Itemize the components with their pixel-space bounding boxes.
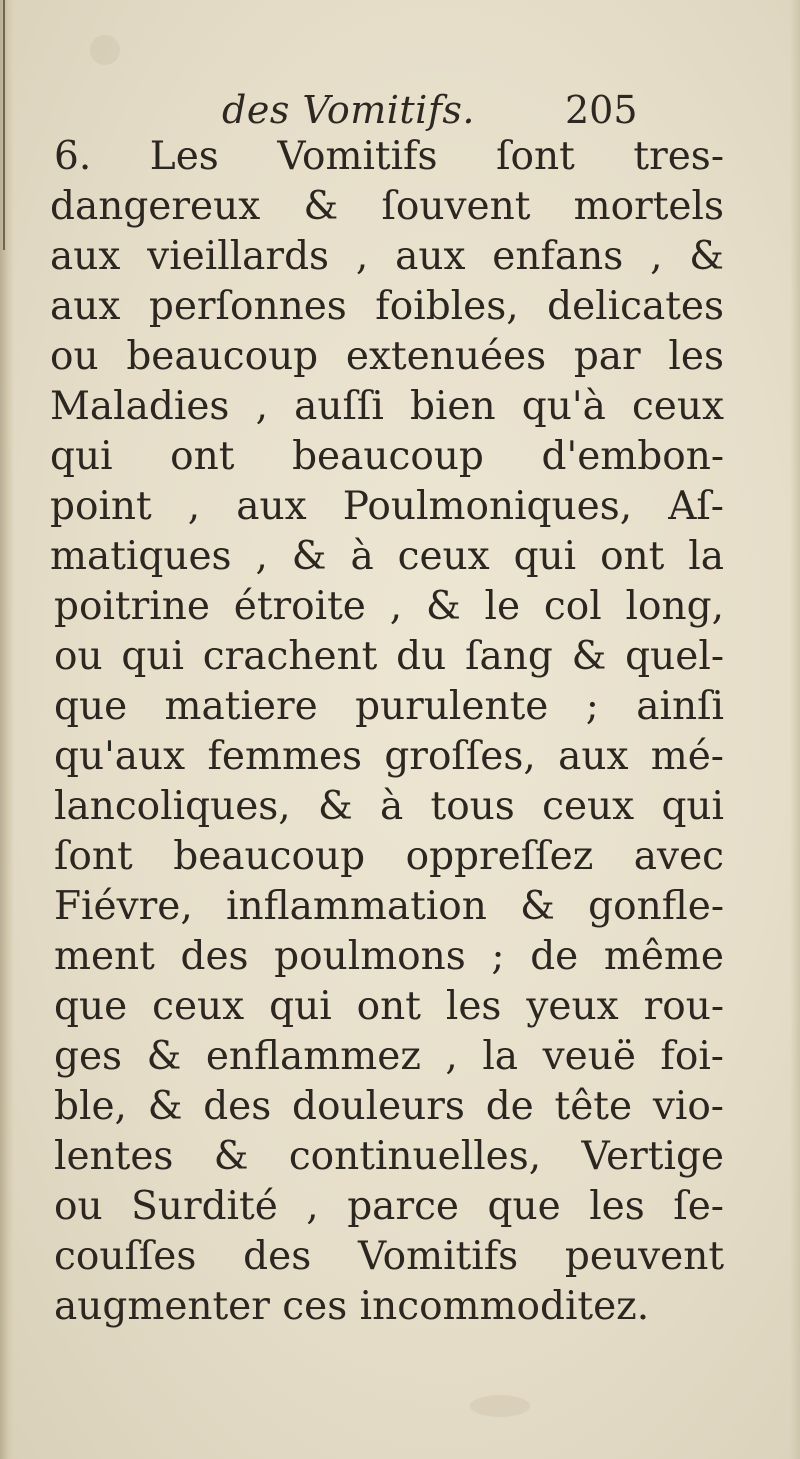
text-line: Maladies , auſſi bien qu'à ceux bbox=[50, 384, 724, 429]
text-line: ou qui crachent du ſang & quel- bbox=[54, 634, 724, 679]
text-line: ble, & des douleurs de tête vio- bbox=[54, 1084, 724, 1129]
running-head: des Vomitifs. bbox=[222, 88, 475, 132]
text-line: ges & enflammez , la veuë foi- bbox=[54, 1034, 724, 1079]
text-line: lancoliques, & à tous ceux qui bbox=[54, 784, 724, 829]
text-line: augmenter ces incommoditez. bbox=[54, 1284, 650, 1329]
text-line: que ceux qui ont les yeux rou- bbox=[54, 984, 724, 1029]
text-line: ſont beaucoup oppreſſez avec bbox=[54, 834, 724, 879]
text-line: ou Surdité , parce que les ſe- bbox=[54, 1184, 724, 1229]
page-gutter bbox=[0, 0, 14, 1459]
text-line: que matiere purulente ; ainſi bbox=[54, 684, 724, 729]
text-line: dangereux & ſouvent mortels bbox=[50, 184, 724, 229]
paper-stain bbox=[470, 1395, 530, 1417]
text-line: qu'aux femmes groſſes, aux mé- bbox=[54, 734, 724, 779]
body-paragraph bbox=[34, 132, 724, 1332]
text-line: qui ont beaucoup d'embon- bbox=[50, 434, 724, 479]
text-line: poitrine étroite , & le col long, bbox=[54, 584, 724, 629]
page-number: 205 bbox=[565, 88, 638, 132]
text-line: 6. Les Vomitifs ſont tres- bbox=[54, 134, 724, 179]
paper-stain bbox=[90, 35, 120, 65]
text-line: couſſes des Vomitifs peuvent bbox=[54, 1234, 724, 1279]
text-line: point , aux Poulmoniques, Aſ- bbox=[50, 484, 724, 529]
text-line: ou beaucoup extenuées par les bbox=[50, 334, 724, 379]
text-line: ment des poulmons ; de même bbox=[54, 934, 724, 979]
text-line: matiques , & à ceux qui ont la bbox=[50, 534, 724, 579]
text-line: aux perſonnes foibles, delicates bbox=[50, 284, 724, 329]
text-line: aux vieillards , aux enfans , & bbox=[50, 234, 724, 279]
text-line: Fiévre, inflammation & gonfle- bbox=[54, 884, 724, 929]
text-line: lentes & continuelles, Vertige bbox=[54, 1134, 724, 1179]
page-edge bbox=[790, 0, 800, 1459]
page-header bbox=[0, 88, 800, 138]
